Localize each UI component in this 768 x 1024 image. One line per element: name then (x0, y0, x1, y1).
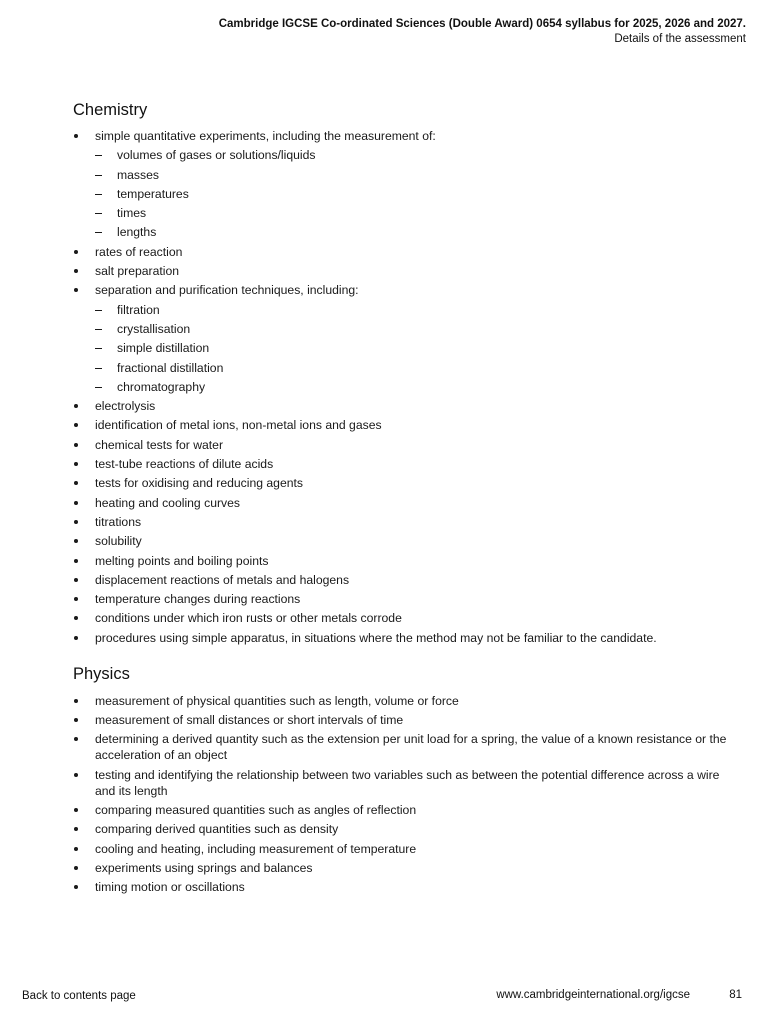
list-item: tests for oxidising and reducing agents (73, 475, 738, 491)
physics-list (73, 693, 738, 895)
list-item: separation and purification techniques, including: (73, 282, 738, 298)
list-item: measurement of small distances or short intervals of time (73, 712, 738, 728)
physics-heading: Physics (73, 664, 130, 683)
list-item: electrolysis (73, 398, 738, 414)
list-item: testing and identifying the relationship between two variables such as between the potential difference across a wire and its length (73, 767, 738, 799)
list-item: timing motion or oscillations (73, 879, 738, 895)
list-item: titrations (73, 514, 738, 530)
sub-list-item: filtration (73, 302, 738, 318)
list-item: identification of metal ions, non-metal ions and gases (73, 417, 738, 433)
back-to-contents-link[interactable]: Back to contents page (22, 990, 136, 1002)
sub-list-item: fractional distillation (73, 360, 738, 376)
header-syllabus-title: Cambridge IGCSE Co-ordinated Sciences (Double Award) 0654 syllabus for 2025, 2026 and 2027. (218, 18, 746, 30)
chemistry-list (73, 128, 738, 646)
list-item: heating and cooling curves (73, 495, 738, 511)
sub-list-item: times (73, 205, 738, 221)
list-item: test-tube reactions of dilute acids (73, 456, 738, 472)
chemistry-heading: Chemistry (73, 101, 148, 119)
list-item: solubility (73, 533, 738, 549)
website-url[interactable]: www.cambridgeinternational.org/igcse (496, 989, 690, 1001)
sub-list-item: temperatures (73, 186, 738, 202)
page-footer (496, 989, 742, 1001)
list-item: displacement reactions of metals and halogens (73, 572, 738, 588)
list-item: procedures using simple apparatus, in situations where the method may not be familiar to the candidate. (73, 630, 738, 646)
list-item: measurement of physical quantities such as length, volume or force (73, 693, 738, 709)
list-item: simple quantitative experiments, including the measurement of: (73, 128, 738, 144)
sub-list-item: simple distillation (73, 340, 738, 356)
list-item: salt preparation (73, 263, 738, 279)
header-section-name: Details of the assessment (614, 33, 746, 45)
list-item: conditions under which iron rusts or other metals corrode (73, 610, 738, 626)
sub-list-item: masses (73, 167, 738, 183)
page-content (73, 98, 738, 898)
list-item: comparing measured quantities such as angles of reflection (73, 802, 738, 818)
page-header (219, 17, 746, 47)
list-item: determining a derived quantity such as the extension per unit load for a spring, the value of a known resistance or the acceleration of an object (73, 731, 738, 763)
list-item: comparing derived quantities such as density (73, 821, 738, 837)
list-item: cooling and heating, including measurement of temperature (73, 841, 738, 857)
sub-list-item: lengths (73, 224, 738, 240)
page-number: 81 (729, 989, 742, 1001)
list-item: chemical tests for water (73, 437, 738, 453)
list-item: melting points and boiling points (73, 553, 738, 569)
list-item: temperature changes during reactions (73, 591, 738, 607)
sub-list-item: chromatography (73, 379, 738, 395)
list-item: rates of reaction (73, 244, 738, 260)
sub-list-item: volumes of gases or solutions/liquids (73, 147, 738, 163)
list-item: experiments using springs and balances (73, 860, 738, 876)
sub-list-item: crystallisation (73, 321, 738, 337)
